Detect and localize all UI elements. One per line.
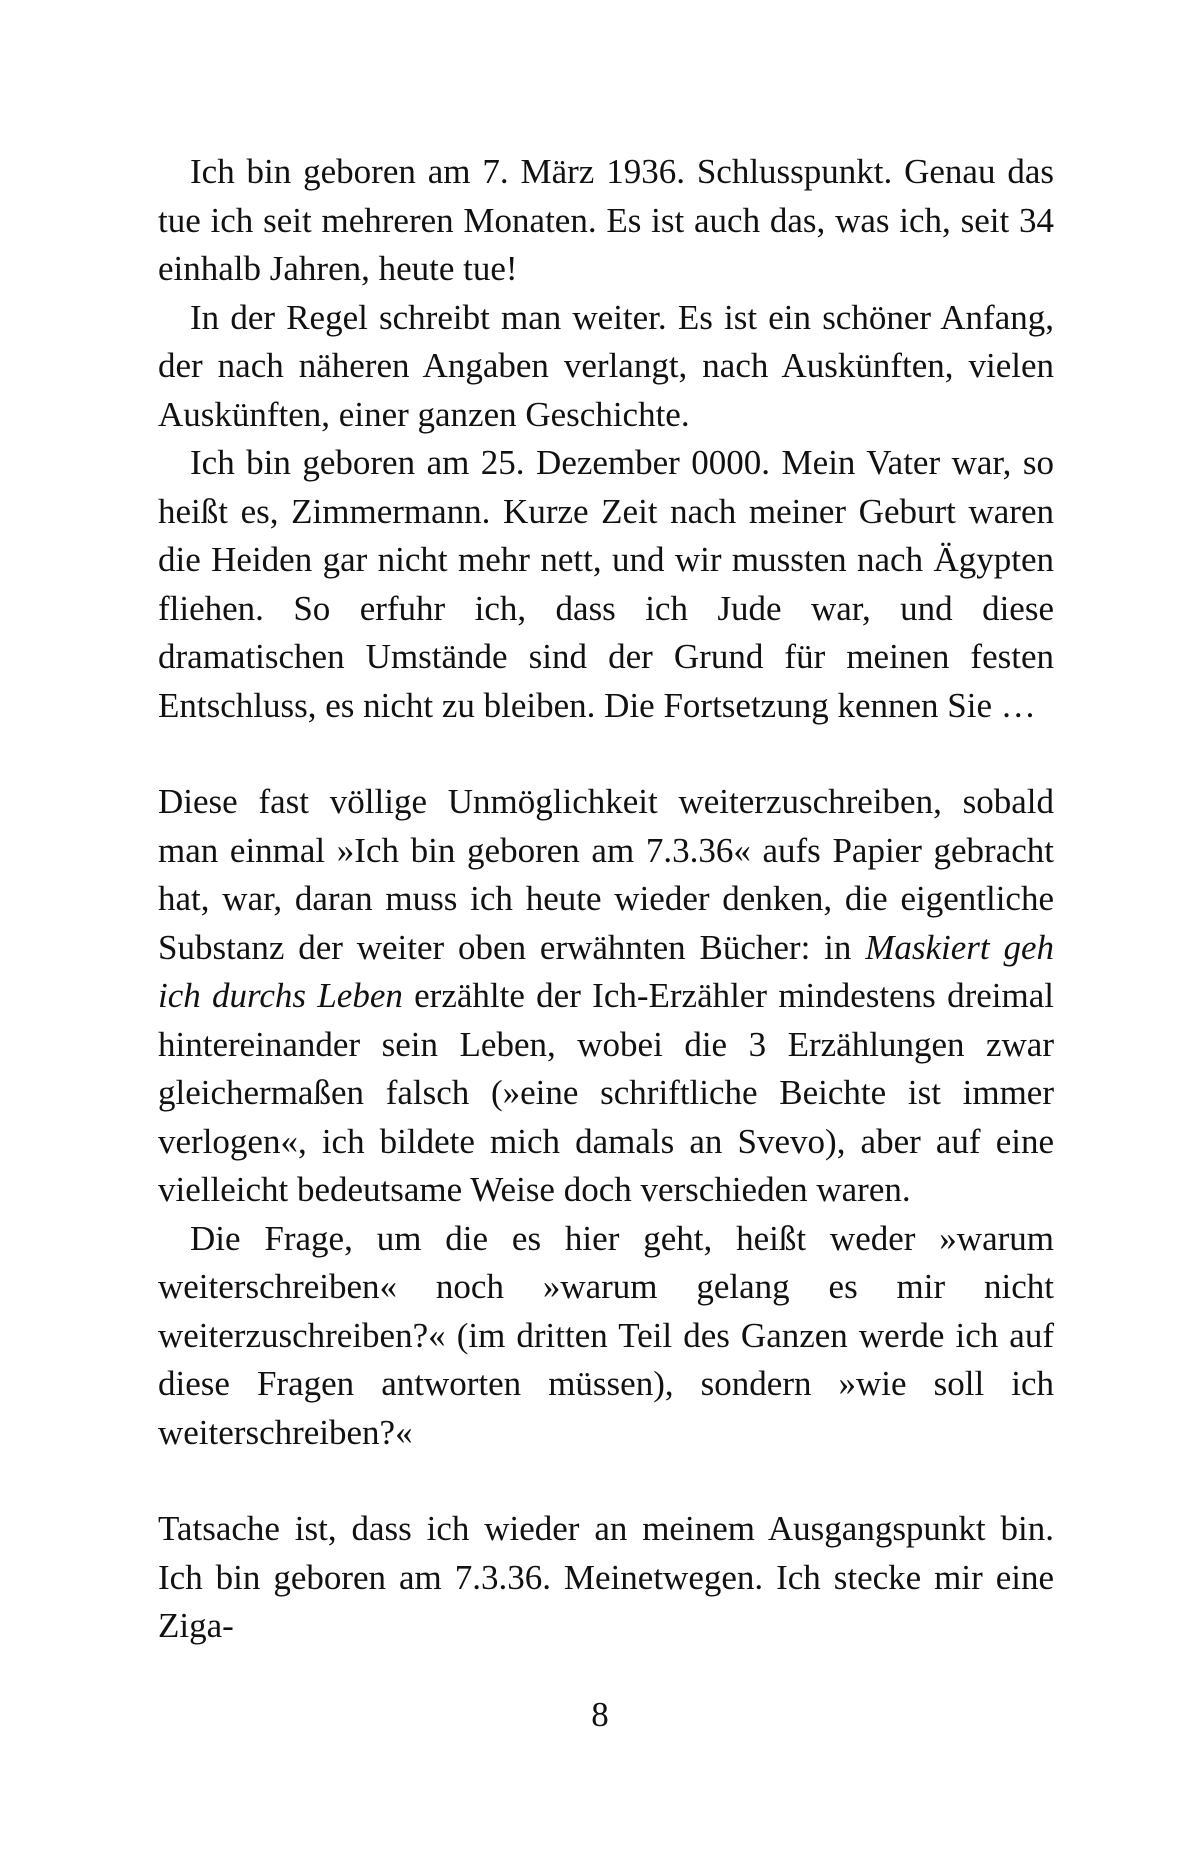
page-number: 8 xyxy=(591,1695,609,1734)
paragraph-4-text-a: Diese fast völlige Unmöglichkeit weiterzuschreiben, sobald man einmal »Ich bin geboren am 7.3.36« aufs Papier gebracht hat, war, daran muss ich heute wieder denken, die eigentliche Substanz der weiter oben erwähnten Bücher: in xyxy=(158,782,1054,967)
paragraph-5 xyxy=(158,1215,1054,1458)
paragraph-3 xyxy=(158,439,1054,730)
paragraph-4 xyxy=(158,778,1054,1215)
paragraph-2 xyxy=(158,294,1054,440)
paragraph-6-text: Tatsache ist, dass ich wieder an meinem Ausgangspunkt bin. Ich bin geboren am 7.3.36. Meinetwegen. Ich stecke mir eine Ziga- xyxy=(158,1509,1054,1645)
paragraph-1-text: Ich bin geboren am 7. März 1936. Schlusspunkt. Genau das tue ich seit mehreren Monaten. Es ist auch das, was ich, seit 34 einhalb Jahren, heute tue! xyxy=(158,152,1054,288)
paragraph-1 xyxy=(158,148,1054,294)
paragraph-3-text: Ich bin geboren am 25. Dezember 0000. Mein Vater war, so heißt es, Zimmermann. Kurze Zeit nach meiner Geburt waren die Heiden gar nicht mehr nett, und wir mussten nach Ägypten fliehen. So erfuhr ich, dass ich Jude war, und diese dramatischen Umstände sind der Grund für meinen festen Entschluss, es nicht zu bleiben. Die Fortsetzung kennen Sie … xyxy=(158,443,1054,725)
paragraph-5-text: Die Frage, um die es hier geht, heißt weder »warum weiterschreiben« noch »warum gelang es mir nicht weiterzuschreiben?« (im dritten Teil des Ganzen werde ich auf diese Fragen antworten müssen), sondern »wie soll ich weiterschreiben?« xyxy=(158,1218,1054,1452)
paragraph-2-text: In der Regel schreibt man weiter. Es ist ein schöner Anfang, der nach näheren Angaben verlangt, nach Auskünften, vielen Auskünften, einer ganzen Geschichte. xyxy=(158,297,1054,434)
body-text xyxy=(158,148,1054,1651)
paragraph-6 xyxy=(158,1505,1054,1651)
paragraph-4-text-b: erzählte der Ich-Erzähler mindestens dreimal hintereinander sein Leben, wobei die 3 Erzählungen zwar gleichermaßen falsch (»eine schriftliche Beichte ist immer verlogen«, ich bildete mich damals an Svevo), aber auf eine vielleicht bedeutsame Weise doch verschieden waren. xyxy=(158,976,1054,1209)
book-title-italic: Maskiert geh ich durchs Leben xyxy=(158,927,1054,1015)
